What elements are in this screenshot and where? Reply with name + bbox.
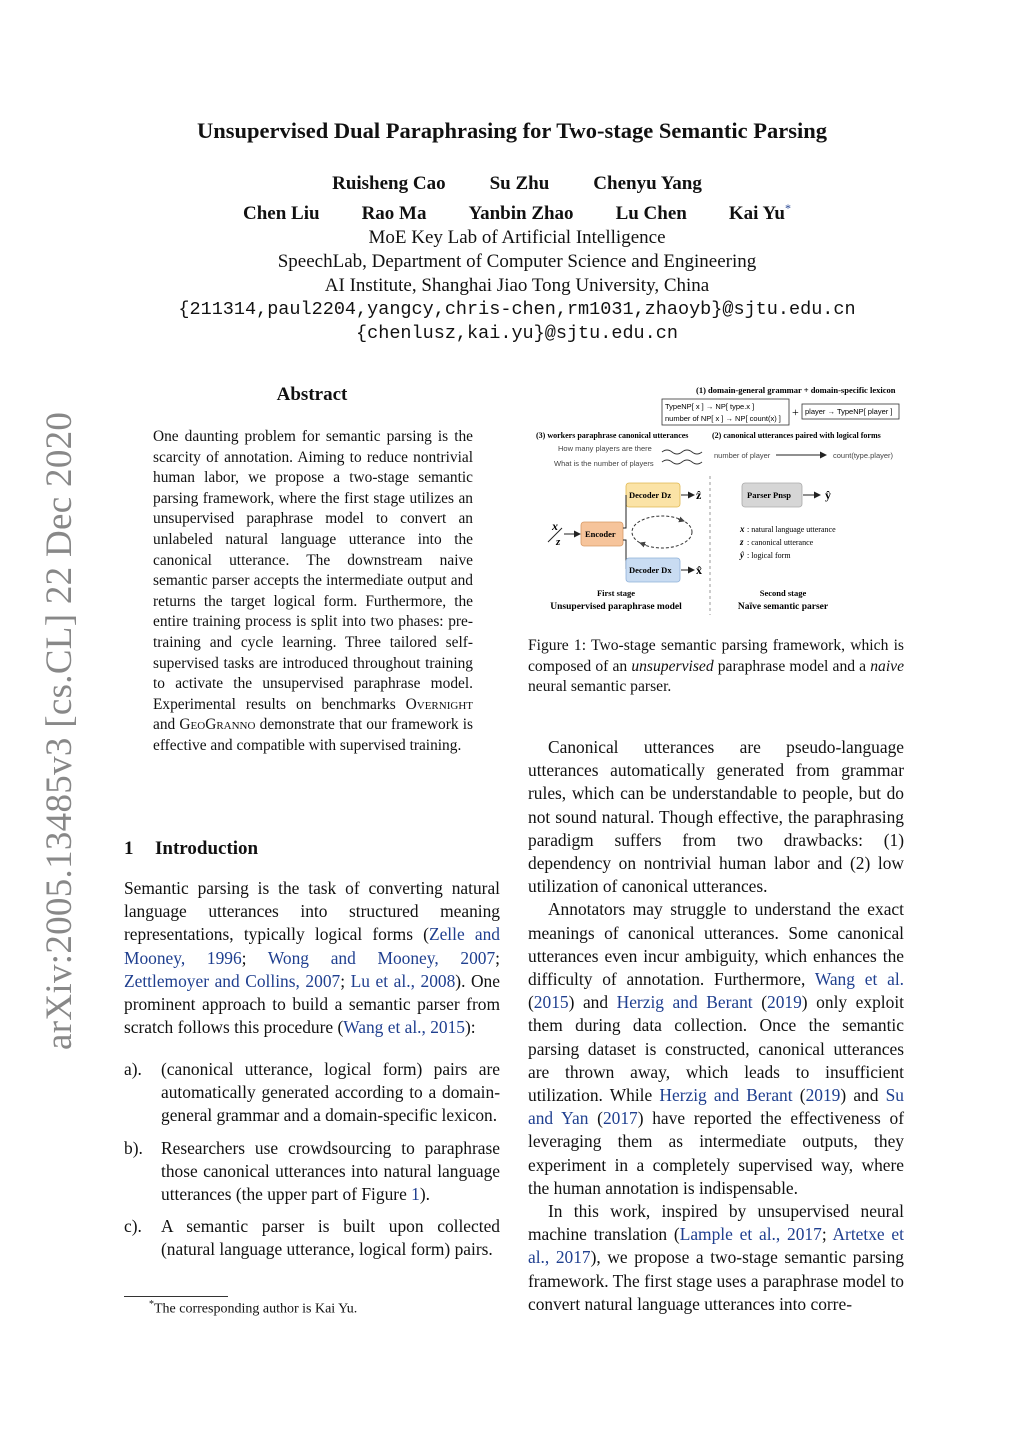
author-row-1 — [0, 172, 1024, 196]
text-run: Annotators may struggle to understand the exact meanings of canonical utterances. Some canonical utterances even incur ambiguity, which enhances the difficulty of annotation. Furthermore, — [528, 899, 904, 990]
text-run: neural semantic parser. — [528, 678, 672, 696]
text-run: ( — [528, 992, 534, 1013]
citation-link[interactable]: 1 — [411, 1184, 420, 1205]
z-input: z — [556, 536, 561, 548]
author-block — [0, 172, 1024, 346]
footnote — [149, 1299, 357, 1318]
list-label: c). — [124, 1216, 142, 1237]
legend-x-sym: x — [740, 524, 745, 534]
plus-sign: + — [792, 405, 799, 419]
affiliation: AI Institute, Shanghai Jiao Tong University, China — [324, 275, 710, 297]
section-number: 1 — [124, 838, 134, 859]
text-run: naive — [870, 657, 904, 675]
parser-label: Parser Pnsp — [747, 490, 791, 500]
citation-link[interactable]: Zettlemoyer and Collins, 2007 — [124, 970, 341, 991]
text-run: ) and — [568, 992, 617, 1013]
author-name: Yanbin Zhao — [468, 203, 574, 225]
fig-label-grammar: (1) domain-general grammar + domain-specific lexicon — [696, 385, 896, 395]
abstract-heading: Abstract — [276, 384, 348, 405]
text-run: ) and — [840, 1085, 886, 1106]
text-run: unsupervised — [631, 657, 714, 675]
x-input: x — [552, 519, 558, 533]
text-run: ), we propose a two-stage semantic parsing framework. The first stage uses a paraphrase model to convert natural language utterances into corre- — [528, 1247, 904, 1314]
y-hat: ŷ — [825, 488, 831, 502]
canonical-utterance: number of player — [714, 451, 771, 460]
paragraph — [528, 898, 904, 1200]
text-run: ). — [419, 1184, 430, 1205]
paragraph — [528, 736, 904, 898]
footnote-mark: * — [149, 1299, 154, 1310]
citation-link[interactable]: 2019 — [767, 992, 802, 1013]
arrow — [623, 495, 626, 528]
legend-y-sym: ŷ — [740, 550, 744, 560]
legend-z-sym: z — [740, 537, 744, 547]
citation-link[interactable]: Su and Yan — [528, 1085, 904, 1129]
text-run: ( — [752, 992, 768, 1013]
list-item — [124, 1058, 500, 1128]
logical-form: count(type.player) — [833, 451, 894, 460]
text-run: paraphrase model and a — [713, 657, 871, 675]
text-run: ). One prominent approach to build a semantic parser from scratch follows this procedure ( — [124, 970, 500, 1038]
footnote-text: The corresponding author is Kai Yu. — [154, 1301, 358, 1317]
text-run: Figure 1: Two-stage semantic parsing framework, which is composed of an — [528, 637, 904, 675]
text-run: ; — [241, 947, 268, 968]
text-run: In this work, inspired by unsupervised neural machine translation ( — [528, 1201, 904, 1245]
citation-link[interactable]: Zelle and Mooney, 1996 — [124, 924, 501, 968]
abstract-text — [153, 427, 473, 757]
citation-link[interactable]: Lample et al., 2017 — [679, 1224, 822, 1245]
arxiv-stamp: arXiv:2005.13485v3 [cs.CL] 22 Dec 2020 — [39, 411, 80, 1050]
citation-link[interactable]: Herzig and Berant — [616, 992, 753, 1013]
stage2-label: Second stage — [759, 588, 807, 598]
list-label: a). — [124, 1059, 142, 1079]
corresponding-mark[interactable]: * — [785, 201, 791, 215]
abstract-body: demonstrate that our framework is effective and compatible with supervised training. — [153, 716, 473, 754]
citation-link[interactable]: Herzig and Berant — [659, 1085, 793, 1106]
paragraph — [528, 1200, 904, 1316]
lexicon-rule: player → TypeNP[ player ] — [805, 407, 893, 416]
author-name: Rao Ma — [361, 203, 427, 225]
author-name: Lu Chen — [615, 203, 687, 225]
email-list: {211314,paul2204,yangcy,chris-chen,rm1031,zhaoyb}@sjtu.edu.cn — [178, 299, 856, 321]
abstract-body: and — [153, 716, 180, 734]
abstract-body: One daunting problem for semantic parsing is the scarcity of annotation. Aiming to reduce nontrivial human labor, we propose a two-stage semantic parsing framework, where the first stage utilizes an unsupervised paraphrase model to convert an unlabeled natural language utterance into the canonical utterance. The downstream naive semantic parser accepts the intermediate output and returns the target logical form. Furthermore, the entire training process is split into two phases: pre-training and cycle learning. Three tailored self-supervised tasks are introduced throughout training to activate the unsupervised paraphrase model. Experimental results on benchmarks — [153, 428, 473, 713]
grammar-rule: TypeNP[ x ] → NP[ type.x ] — [665, 402, 755, 411]
list-item — [124, 1215, 500, 1261]
nl-question: How many players are there — [558, 444, 652, 453]
procedure-list — [124, 1058, 500, 1271]
benchmark-name: GeoGranno — [179, 716, 256, 734]
decoder-z-label: Decoder Dz — [629, 490, 672, 500]
arrow — [623, 540, 626, 569]
author-name: Chen Liu — [243, 203, 320, 225]
affiliation: MoE Key Lab of Artificial Intelligence — [368, 227, 666, 249]
cycle-arrow — [678, 519, 684, 521]
author-row-2 — [0, 196, 1024, 226]
right-column-text — [528, 736, 904, 1316]
text-run: Semantic parsing is the task of converting natural language utterances into structured meaning representations, typically logical forms ( — [124, 878, 500, 945]
list-text — [161, 1215, 500, 1261]
stage1-label: First stage — [596, 588, 636, 598]
text-run: ; — [821, 1224, 833, 1245]
section-title: Introduction — [155, 838, 259, 859]
author-name: Ruisheng Cao — [332, 173, 446, 194]
list-label: b). — [124, 1137, 143, 1158]
fig-label-workers: (3) workers paraphrase canonical utterances — [536, 431, 689, 440]
list-text — [161, 1058, 500, 1128]
email-list: {chenlusz,kai.yu}@sjtu.edu.cn — [356, 323, 678, 345]
text-run: ) have reported the effectiveness of leveraging them as intermediate outputs, they experiment in a completely supervised way, where the human annotation is indispensable. — [528, 1108, 905, 1198]
x-hat: x̂ — [696, 563, 702, 577]
list-text — [161, 1137, 500, 1207]
text-run: ; — [495, 947, 500, 968]
text-run: ( — [588, 1108, 603, 1129]
affiliation: SpeechLab, Department of Computer Science and Engineering — [277, 251, 757, 273]
paper-title: Unsupervised Dual Paraphrasing for Two-stage Semantic Parsing — [196, 118, 828, 143]
stage2-name: Naïve semantic parser — [737, 602, 829, 612]
text-run: Canonical utterances are pseudo-language utterances automatically generated from grammar rules, which can be understandable to people, but do not sound natural. Though effective, the paraphrasing paradigm suffers from two drawbacks: (1) dependency on nontrivial human labor and (2) low utilization of canonical utterances. — [528, 737, 904, 897]
text-run: A semantic parser is built upon collected (natural language utterance, logical form) pairs. — [161, 1216, 500, 1260]
decoder-x-label: Decoder Dx — [629, 565, 672, 575]
legend-z: : canonical utterance — [747, 538, 814, 547]
citation-link[interactable]: 2019 — [805, 1085, 841, 1106]
list-item — [124, 1137, 500, 1207]
legend-x: : natural language utterance — [747, 525, 836, 534]
citation-link[interactable]: 2015 — [533, 992, 569, 1013]
text-run: ): — [465, 1017, 476, 1038]
citation-link[interactable]: Wang et al., 2015 — [343, 1017, 466, 1038]
section-heading — [124, 838, 258, 860]
nl-question: What is the number of players — [554, 459, 654, 468]
text-run: ; — [340, 970, 351, 991]
citation-link[interactable]: 2017 — [602, 1108, 638, 1129]
benchmark-name: Overnight — [405, 695, 473, 713]
citation-link[interactable]: Wang et al. — [814, 969, 904, 990]
stage1-name: Unsupervised paraphrase model — [550, 602, 682, 612]
text-run: (canonical utterance, logical form) pairs are automatically generated according to a domain-general grammar and a domain-specific lexicon. — [161, 1059, 500, 1126]
z-hat: ẑ — [696, 488, 702, 502]
figure-caption — [528, 636, 904, 698]
citation-link[interactable]: Lu et al., 2008 — [350, 970, 456, 991]
author-name: Chenyu Yang — [593, 173, 702, 194]
citation-link[interactable]: Artetxe et al., 2017 — [528, 1224, 904, 1268]
wavy-line — [662, 450, 702, 454]
text-run: ) only exploit them during data collection. Once the semantic parsing dataset is constructed, canonical utterances are thrown away, which leads to insufficient utilization. While — [528, 992, 904, 1106]
footnote-rule — [124, 1296, 228, 1297]
wavy-line — [662, 460, 702, 464]
text-run: Researchers use crowdsourcing to paraphrase those canonical utterances into natural language utterances (the upper part of Figure — [161, 1137, 500, 1205]
author-name: Kai Yu — [728, 203, 785, 225]
fig-label-canonical: (2) canonical utterances paired with logical forms — [712, 431, 881, 440]
grammar-rule: number of NP[ x ] → NP[ count(x) ] — [665, 414, 781, 423]
text-run: ( — [792, 1085, 806, 1106]
intro-paragraph — [124, 877, 500, 1039]
figure-1 — [528, 380, 908, 620]
legend-y: : logical form — [747, 551, 791, 560]
citation-link[interactable]: Wong and Mooney, 2007 — [267, 947, 496, 968]
author-name: Su Zhu — [489, 173, 550, 194]
encoder-label: Encoder — [585, 529, 616, 539]
